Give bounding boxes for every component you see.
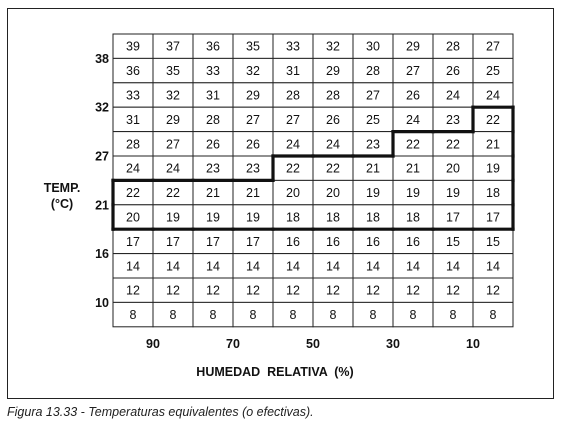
cell-value: 31 xyxy=(286,64,300,79)
cell-value: 8 xyxy=(409,308,417,323)
cell-value: 23 xyxy=(446,112,460,127)
cell-value: 37 xyxy=(166,39,180,54)
cell-value: 24 xyxy=(326,137,340,152)
x-tick-label: 50 xyxy=(306,336,320,351)
cell-value: 33 xyxy=(126,88,140,103)
y-tick-label: 10 xyxy=(95,295,109,310)
cell-value: 25 xyxy=(366,112,380,127)
cell-value: 14 xyxy=(166,259,180,274)
cell-value: 39 xyxy=(126,39,140,54)
y-tick-label: 38 xyxy=(95,51,109,66)
cell-value: 12 xyxy=(126,283,140,298)
cell-value: 12 xyxy=(366,283,380,298)
cell-value: 32 xyxy=(326,39,340,54)
cell-value: 8 xyxy=(369,308,377,323)
y-tick-label: 16 xyxy=(95,247,109,262)
cell-value: 31 xyxy=(206,88,220,103)
cell-value: 26 xyxy=(446,64,460,79)
cell-value: 18 xyxy=(286,210,300,225)
cell-value: 20 xyxy=(286,186,300,201)
cell-value: 12 xyxy=(486,283,500,298)
cell-value: 31 xyxy=(126,112,140,127)
cell-value: 22 xyxy=(446,137,460,152)
cell-value: 15 xyxy=(486,234,500,249)
cell-value: 8 xyxy=(289,308,297,323)
x-tick-label: 30 xyxy=(386,336,400,351)
cell-value: 19 xyxy=(406,186,420,201)
cell-value: 20 xyxy=(126,210,140,225)
cell-value: 29 xyxy=(166,112,180,127)
cell-value: 16 xyxy=(406,234,420,249)
cell-value: 14 xyxy=(286,259,300,274)
cell-value: 33 xyxy=(206,64,220,79)
cell-value: 16 xyxy=(366,234,380,249)
cell-value: 28 xyxy=(326,88,340,103)
cell-value: 17 xyxy=(126,234,140,249)
y-tick-label: 32 xyxy=(95,100,109,115)
cell-value: 17 xyxy=(446,210,460,225)
cell-value: 8 xyxy=(489,308,497,323)
y-tick-label: 27 xyxy=(95,149,109,164)
cell-value: 20 xyxy=(446,161,460,176)
cell-value: 28 xyxy=(206,112,220,127)
cell-value: 22 xyxy=(286,161,300,176)
cell-value: 18 xyxy=(406,210,420,225)
cell-value: 14 xyxy=(366,259,380,274)
cell-value: 22 xyxy=(486,112,500,127)
cell-value: 18 xyxy=(486,186,500,201)
cell-value: 24 xyxy=(166,161,180,176)
cell-value: 28 xyxy=(286,88,300,103)
cell-value: 21 xyxy=(206,186,220,201)
cell-value: 12 xyxy=(246,283,260,298)
cell-value: 19 xyxy=(246,210,260,225)
cell-value: 21 xyxy=(486,137,500,152)
cell-value: 14 xyxy=(326,259,340,274)
cell-value: 27 xyxy=(246,112,260,127)
cell-value: 8 xyxy=(329,308,337,323)
cell-value: 27 xyxy=(366,88,380,103)
cell-value: 20 xyxy=(326,186,340,201)
cell-value: 26 xyxy=(406,88,420,103)
cell-value: 12 xyxy=(166,283,180,298)
cell-value: 22 xyxy=(326,161,340,176)
cell-value: 16 xyxy=(326,234,340,249)
cell-value: 18 xyxy=(366,210,380,225)
cell-value: 24 xyxy=(286,137,300,152)
cell-value: 35 xyxy=(166,64,180,79)
cell-value: 29 xyxy=(406,39,420,54)
cell-value: 24 xyxy=(486,88,500,103)
cell-value: 12 xyxy=(406,283,420,298)
cell-value: 19 xyxy=(446,186,460,201)
cell-value: 21 xyxy=(366,161,380,176)
cell-value: 32 xyxy=(166,88,180,103)
cell-value: 29 xyxy=(246,88,260,103)
cell-value: 15 xyxy=(446,234,460,249)
x-tick-labels xyxy=(146,337,480,351)
y-axis-title-line2: (°C) xyxy=(50,197,74,211)
x-axis-title: HUMEDAD RELATIVA (%) xyxy=(196,365,354,379)
cell-value: 14 xyxy=(446,259,460,274)
x-tick-label: 70 xyxy=(226,336,240,351)
cell-value: 17 xyxy=(246,234,260,249)
cell-value: 35 xyxy=(246,39,260,54)
cell-value: 12 xyxy=(326,283,340,298)
cell-value: 8 xyxy=(129,308,137,323)
cell-value: 16 xyxy=(286,234,300,249)
cell-value: 12 xyxy=(446,283,460,298)
cell-value: 22 xyxy=(406,137,420,152)
cell-value: 14 xyxy=(206,259,220,274)
cell-value: 17 xyxy=(166,234,180,249)
cell-value: 25 xyxy=(486,64,500,79)
cell-value: 30 xyxy=(366,39,380,54)
cell-value: 36 xyxy=(206,39,220,54)
cell-value: 22 xyxy=(126,186,140,201)
cell-value: 29 xyxy=(326,64,340,79)
cell-value: 27 xyxy=(406,64,420,79)
cell-value: 24 xyxy=(446,88,460,103)
cell-value: 18 xyxy=(326,210,340,225)
cell-value: 12 xyxy=(206,283,220,298)
cell-value: 19 xyxy=(366,186,380,201)
cell-value: 27 xyxy=(286,112,300,127)
cell-value: 23 xyxy=(366,137,380,152)
x-tick-label: 10 xyxy=(466,336,480,351)
y-tick-labels xyxy=(95,52,109,310)
cell-value: 8 xyxy=(209,308,217,323)
cell-value: 24 xyxy=(126,161,140,176)
cell-value: 28 xyxy=(366,64,380,79)
cell-value: 17 xyxy=(486,210,500,225)
cell-value: 19 xyxy=(166,210,180,225)
figure-caption: Figura 13.33 - Temperaturas equivalentes (o efectivas). xyxy=(7,405,314,419)
cell-value: 27 xyxy=(486,39,500,54)
cell-value: 14 xyxy=(406,259,420,274)
y-axis-title-line1: TEMP. xyxy=(43,181,81,195)
cell-value: 28 xyxy=(446,39,460,54)
cell-value: 28 xyxy=(126,137,140,152)
cell-value: 21 xyxy=(246,186,260,201)
cell-value: 36 xyxy=(126,64,140,79)
cell-value: 8 xyxy=(249,308,257,323)
cell-value: 23 xyxy=(206,161,220,176)
cell-value: 26 xyxy=(206,137,220,152)
cell-value: 14 xyxy=(246,259,260,274)
y-tick-label: 21 xyxy=(95,198,109,213)
cell-value: 32 xyxy=(246,64,260,79)
cell-value: 21 xyxy=(406,161,420,176)
cell-value: 22 xyxy=(166,186,180,201)
cell-value: 19 xyxy=(206,210,220,225)
cell-value: 26 xyxy=(326,112,340,127)
cell-value: 19 xyxy=(486,161,500,176)
cell-value: 26 xyxy=(246,137,260,152)
cell-value: 12 xyxy=(286,283,300,298)
cell-value: 8 xyxy=(449,308,457,323)
cell-value: 23 xyxy=(246,161,260,176)
x-tick-label: 90 xyxy=(146,336,160,351)
cell-value: 8 xyxy=(169,308,177,323)
cell-value: 24 xyxy=(406,112,420,127)
cell-value: 14 xyxy=(486,259,500,274)
cell-value: 14 xyxy=(126,259,140,274)
cell-value: 33 xyxy=(286,39,300,54)
cell-value: 17 xyxy=(206,234,220,249)
cell-value: 27 xyxy=(166,137,180,152)
